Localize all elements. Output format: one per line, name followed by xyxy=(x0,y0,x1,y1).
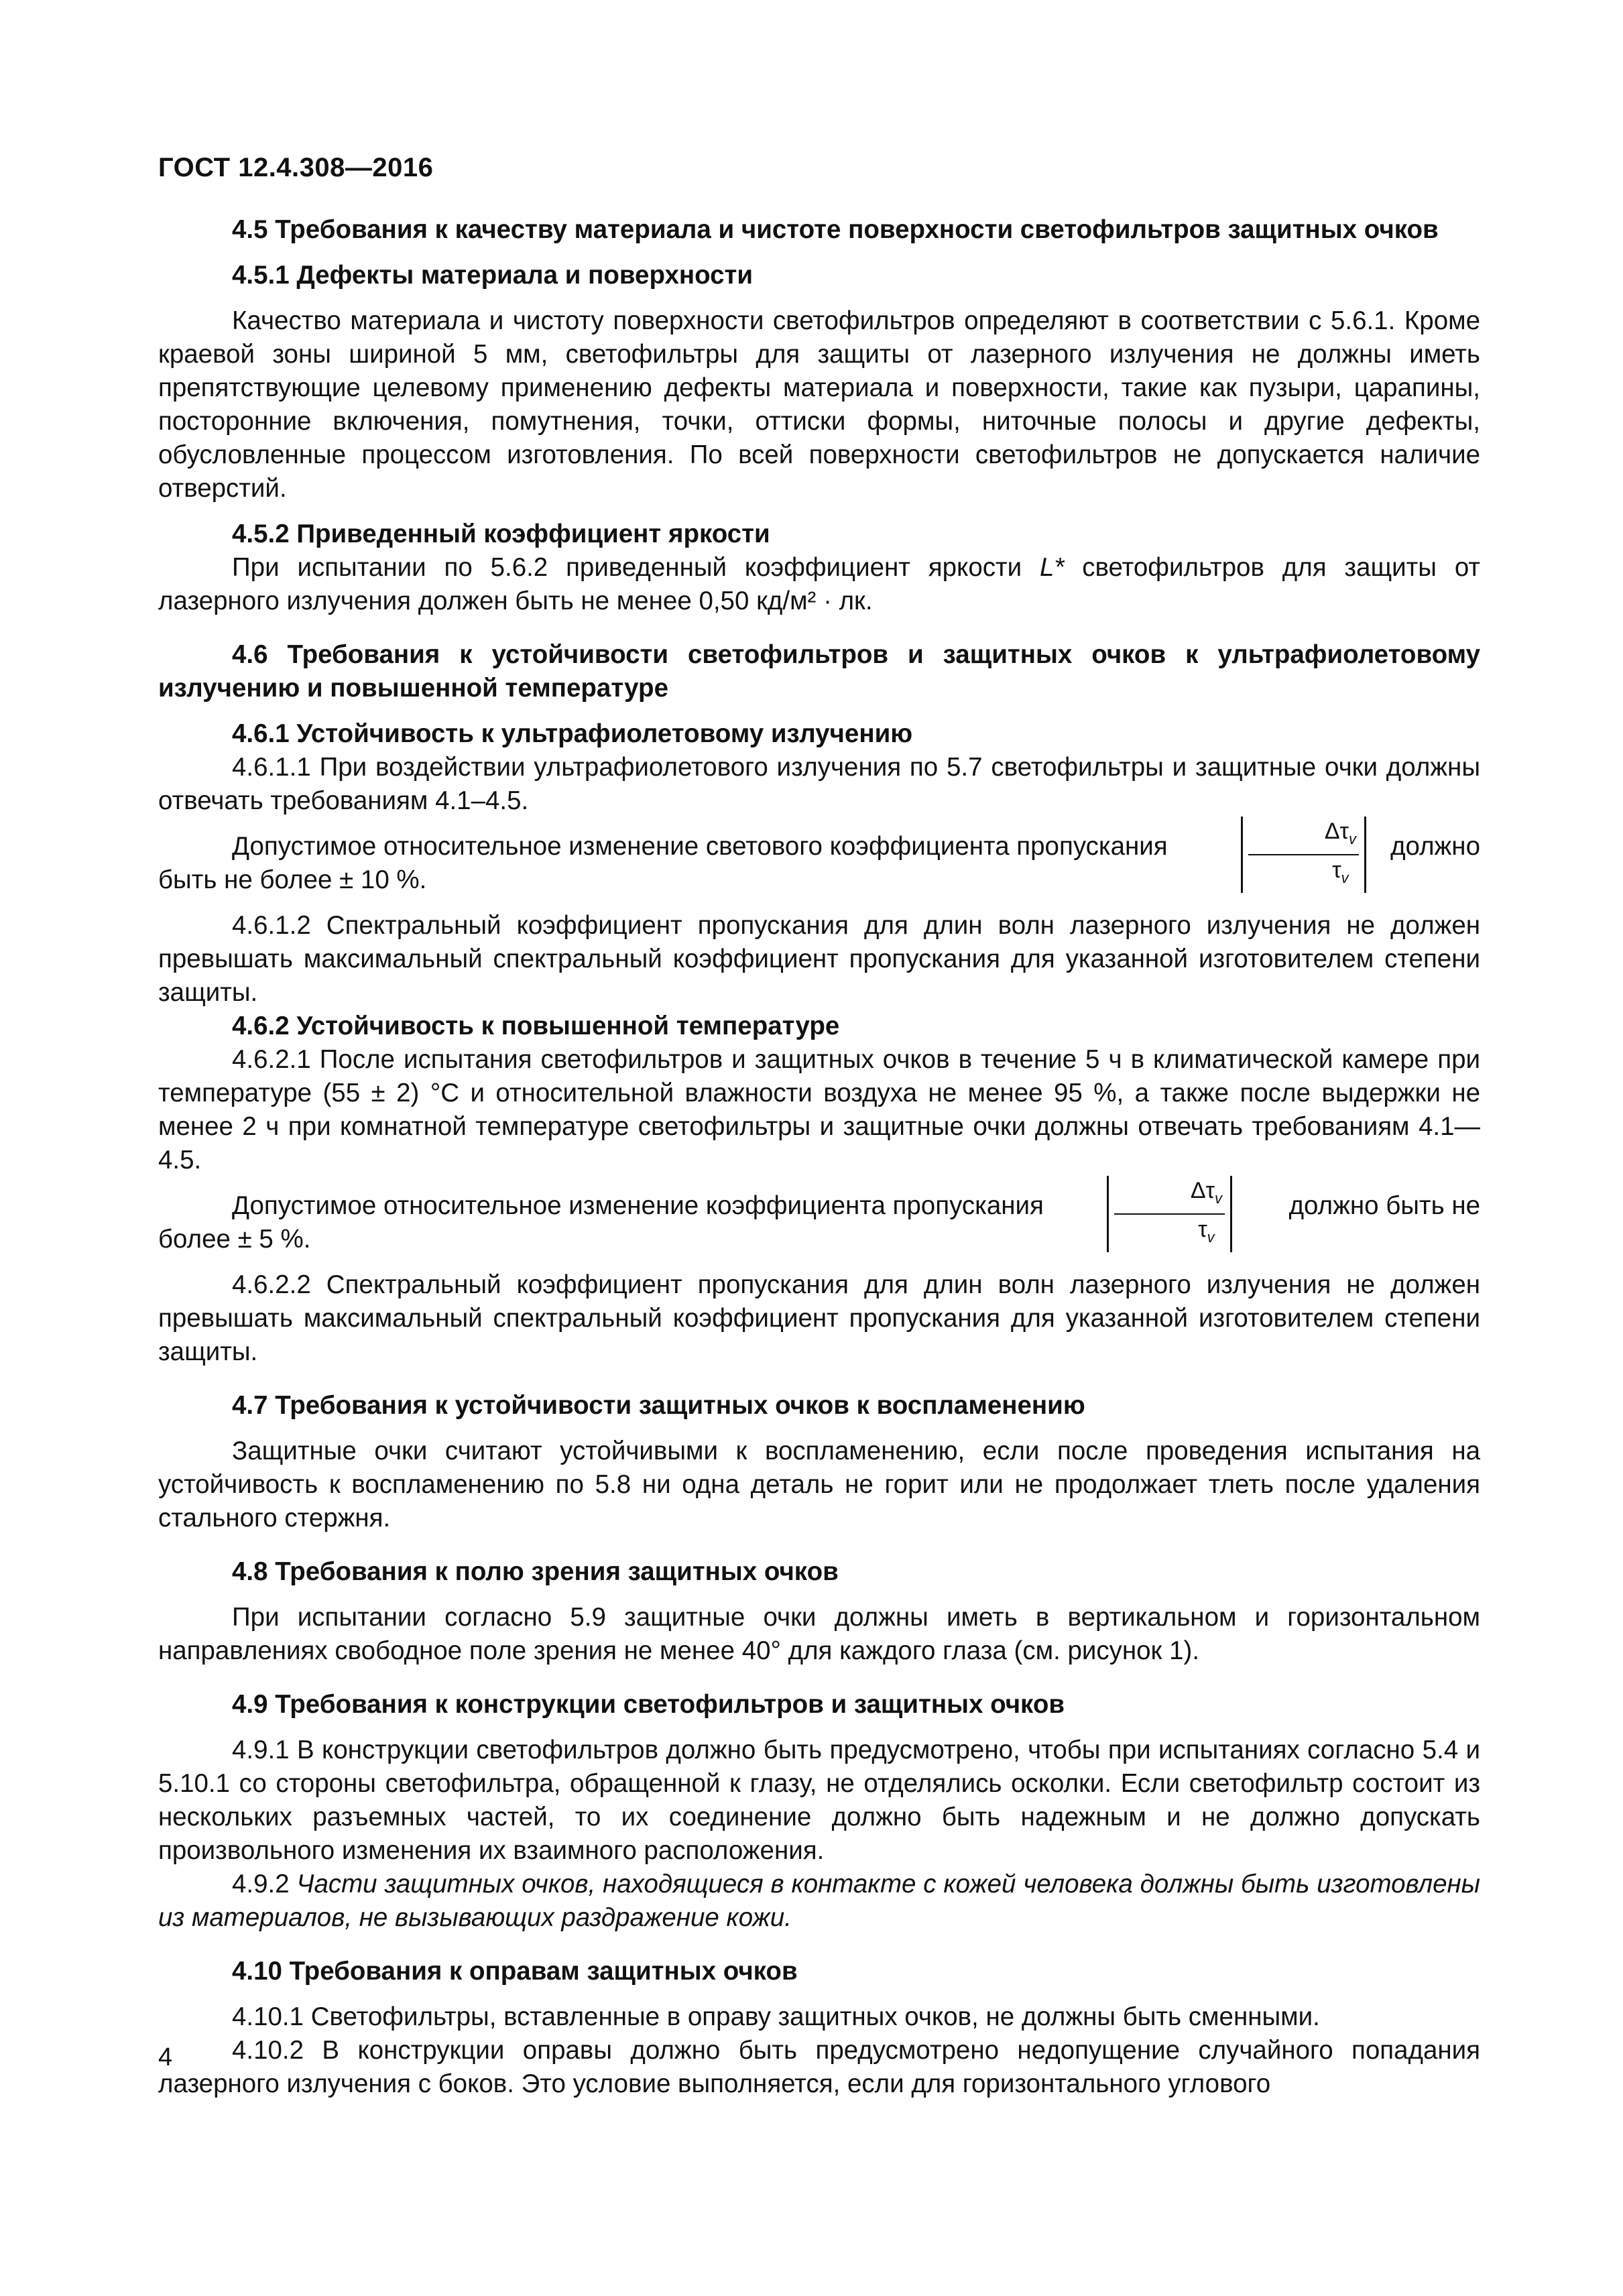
section-4-7-text: Защитные очки считают устойчивыми к воспламенению, если после проведения испытания на устойчивость к воспламенению по 5.8 ни одна деталь не горит или не продолжает тлеть после удаления стального стержня. xyxy=(158,1437,1480,1532)
section-4-6-1-1-text: 4.6.1.1 При воздействии ультрафиолетового излучения по 5.7 светофильтры и защитные очки должны отвечать требованиям 4.1–4.5. xyxy=(158,753,1480,815)
section-4-6-title: 4.6 Требования к устойчивости светофильтров и защитных очков к ультрафиолетовому излучению и повышенной температуре xyxy=(158,640,1480,703)
relative-change-formula: $\Delta\tau_v$ $\tau_v$ xyxy=(1241,817,1366,893)
section-4-5-1-text: Качество материала и чистоту поверхности светофильтров определяют в соответствии с 5.6.1. Кроме краевой зоны шириной 5 мм, светофильтры для защиты от лазерного излучения не должны иметь препятствующие целевому применению дефекты материала и поверхности, такие как пузыри, царапины, посторонние включения, помутнения, точки, оттиски формы, ниточные полосы и другие дефекты, обусловленные процессом изготовления. По всей поверхности светофильтров не допускается наличие отверстий. xyxy=(158,306,1480,503)
section-4-6-1-2-text: 4.6.1.2 Спектральный коэффициент пропускания для длин волн лазерного излучения не должен превышать максимальный спектральный коэффициент пропускания для указанной изготовителем степени защиты. xyxy=(158,911,1480,1007)
section-4-10-title: 4.10 Требования к оправам защитных очков xyxy=(232,1957,798,1986)
section-4-10-1-text: 4.10.1 Светофильтры, вставленные в оправу защитных очков, не должны быть сменными. xyxy=(232,2002,1320,2031)
section-4-6-2-1-formula-end: более ± 5 %. xyxy=(158,1225,311,1254)
section-4-9-title: 4.9 Требования к конструкции светофильтров и защитных очков xyxy=(232,1690,1065,1719)
document-header: ГОСТ 12.4.308—2016 xyxy=(158,153,434,182)
section-4-6-1-1-formula-end: быть не более ± 10 %. xyxy=(158,865,427,894)
section-4-6-2-2-text: 4.6.2.2 Спектральный коэффициент пропускания для длин волн лазерного излучения не должен превышать максимальный спектральный коэффициент пропускания для указанной изготовителем степени защиты. xyxy=(158,1270,1480,1366)
section-4-5-2-title: 4.5.2 Приведенный коэффициент яркости xyxy=(232,520,770,548)
section-4-6-2-title: 4.6.2 Устойчивость к повышенной температуре xyxy=(232,1012,840,1040)
section-4-6-2-1-text: 4.6.2.1 После испытания светофильтров и защитных очков в течение 5 ч в климатической камере при температуре (55 ± 2) °С и относительной влажности воздуха не менее 95 %, а также после выдержки не менее 2 ч при комнатной температуре светофильтры и защитные очки должны отвечать требованиям 4.1—4.5. xyxy=(158,1045,1480,1174)
section-4-8-title: 4.8 Требования к полю зрения защитных очков xyxy=(232,1557,839,1586)
section-4-8-text: При испытании согласно 5.9 защитные очки должны иметь в вертикальном и горизонтальном направлениях свободное поле зрения не менее 40° для каждого глаза (см. рисунок 1). xyxy=(158,1603,1480,1665)
document-body xyxy=(158,213,1480,2101)
section-4-5-2-text: При испытании по 5.6.2 приведенный коэффициент яркости L* светофильтров для защиты от лазерного излучения должен быть не менее 0,50 кд/м² · лк. xyxy=(158,553,1481,615)
relative-change-formula-2: $\Delta\tau_v$ $\tau_v$ xyxy=(1107,1176,1232,1252)
section-4-9-1-text: 4.9.1 В конструкции светофильтров должно быть предусмотрено, чтобы при испытаниях согласно 5.4 и 5.10.1 со стороны светофильтра, обращенной к глазу, не отделялись осколки. Если светофильтр состоит из нескольких разъемных частей, то их соединение должно быть надежным и не должно допускать произвольного изменения их взаимного расположения. xyxy=(158,1736,1480,1865)
section-4-6-1-1-formula-line: Допустимое относительное изменение светового коэффициента пропускания $\Delta\tau_v$ $\tau_v$ должно xyxy=(158,830,1480,863)
luminance-symbol: L* xyxy=(1040,553,1065,582)
section-4-9-2-text: 4.9.2 Части защитных очков, находящиеся в контакте с кожей человека должны быть изготовлены из материалов, не вызывающих раздражение кожи. xyxy=(158,1870,1481,1932)
section-4-6-1-title: 4.6.1 Устойчивость к ультрафиолетовому излучению xyxy=(232,719,913,748)
section-4-6-2-1-formula-line: Допустимое относительное изменение коэффициента пропускания $\Delta\tau_v$ $\tau_v$ должно быть не xyxy=(158,1189,1480,1223)
section-4-5-1-title: 4.5.1 Дефекты материала и поверхности xyxy=(232,261,754,290)
section-4-10-2-text: 4.10.2 В конструкции оправы должно быть предусмотрено недопущение случайного попадания лазерного излучения с боков. Это условие выполняется, если для горизонтального углового xyxy=(158,2036,1480,2098)
section-4-5-title: 4.5 Требования к качеству материала и чистоте поверхности светофильтров защитных очков xyxy=(232,215,1439,244)
section-4-7-title: 4.7 Требования к устойчивости защитных очков к воспламенению xyxy=(232,1391,1085,1420)
page-number: 4 xyxy=(158,2043,173,2071)
